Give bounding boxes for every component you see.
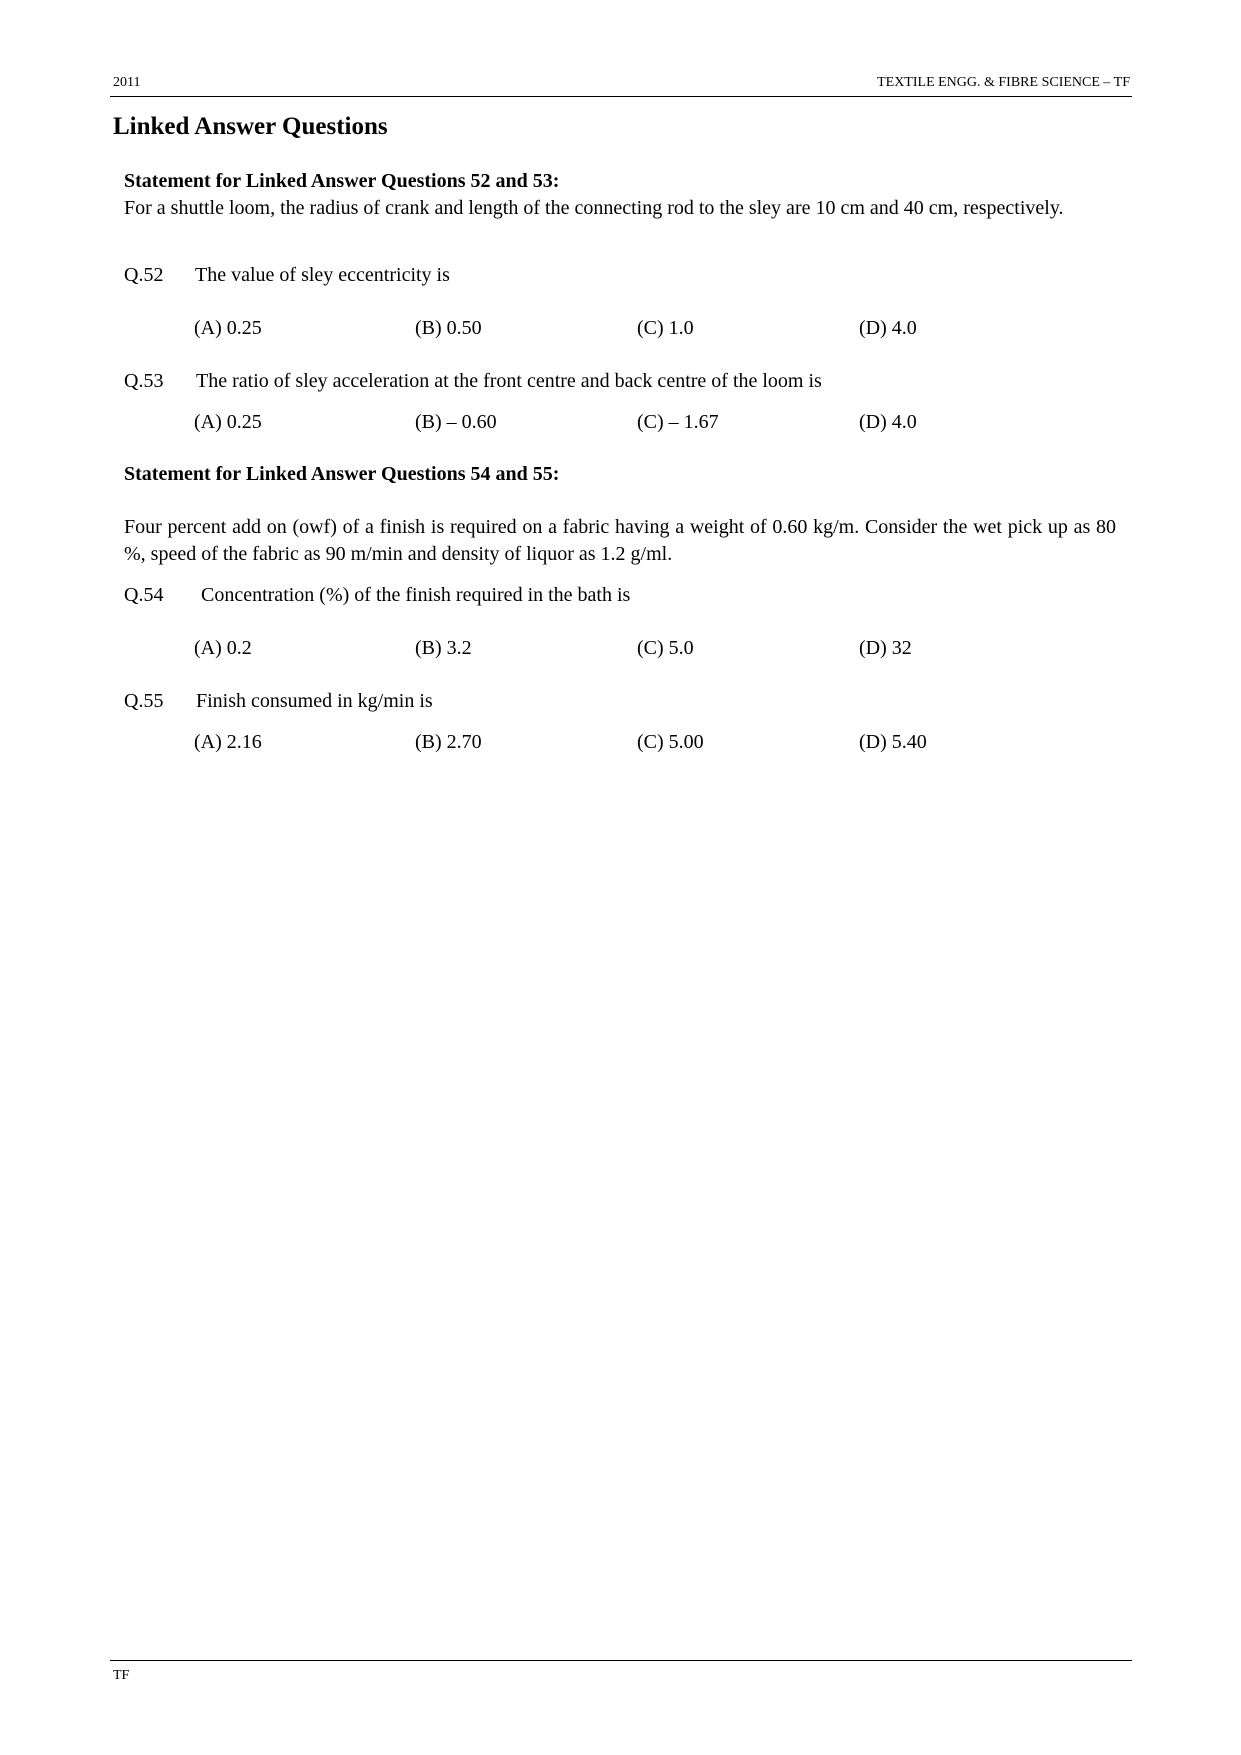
- question-55-number: Q.55: [124, 690, 164, 712]
- page-footer: [110, 1660, 1132, 1683]
- question-54-number: Q.54: [124, 584, 164, 606]
- statement-1-text: For a shuttle loom, the radius of crank and length of the connecting rod to the sley are 10 cm and 40 cm, respectively.: [124, 197, 1064, 219]
- question-54: [124, 584, 630, 607]
- q53-option-a: (A) 0.25: [194, 411, 262, 433]
- q53-option-b: (B) – 0.60: [415, 411, 497, 433]
- q54-option-d: (D) 32: [859, 637, 912, 659]
- q54-option-a: (A) 0.2: [194, 637, 252, 659]
- question-55-text: Finish consumed in kg/min is: [196, 690, 433, 712]
- question-53-text: The ratio of sley acceleration at the front centre and back centre of the loom is: [196, 370, 822, 392]
- header-year: 2011: [113, 75, 141, 90]
- q52-option-c: (C) 1.0: [637, 317, 694, 339]
- q55-option-d: (D) 5.40: [859, 731, 927, 753]
- q52-option-d: (D) 4.0: [859, 317, 917, 339]
- q54-option-b: (B) 3.2: [415, 637, 472, 659]
- footer-code: TF: [113, 1668, 130, 1683]
- q53-option-c: (C) – 1.67: [637, 411, 719, 433]
- question-52: [124, 264, 450, 287]
- q52-option-b: (B) 0.50: [415, 317, 482, 339]
- section-title: Linked Answer Questions: [113, 113, 388, 140]
- q52-option-a: (A) 0.25: [194, 317, 262, 339]
- statement-2-title: Statement for Linked Answer Questions 54 and 55:: [124, 463, 560, 485]
- header-subject: TEXTILE ENGG. & FIBRE SCIENCE – TF: [877, 75, 1130, 90]
- page-header: [110, 74, 1132, 97]
- q53-option-d: (D) 4.0: [859, 411, 917, 433]
- q55-option-c: (C) 5.00: [637, 731, 704, 753]
- q55-option-b: (B) 2.70: [415, 731, 482, 753]
- question-52-text: The value of sley eccentricity is: [195, 264, 450, 286]
- question-54-text: Concentration (%) of the finish required in the bath is: [201, 584, 631, 606]
- q54-option-c: (C) 5.0: [637, 637, 694, 659]
- question-53: [124, 370, 822, 393]
- statement-1-title: Statement for Linked Answer Questions 52 and 53:: [124, 170, 560, 192]
- question-53-number: Q.53: [124, 370, 164, 392]
- q55-option-a: (A) 2.16: [194, 731, 262, 753]
- question-52-number: Q.52: [124, 264, 164, 286]
- statement-2-text: Four percent add on (owf) of a finish is required on a fabric having a weight of 0.60 kg/m. Consider the wet pick up as 80 %, speed of the fabric as 90 m/min and density of liquor as 1.2 g/ml.: [124, 516, 1116, 565]
- question-55: [124, 690, 433, 713]
